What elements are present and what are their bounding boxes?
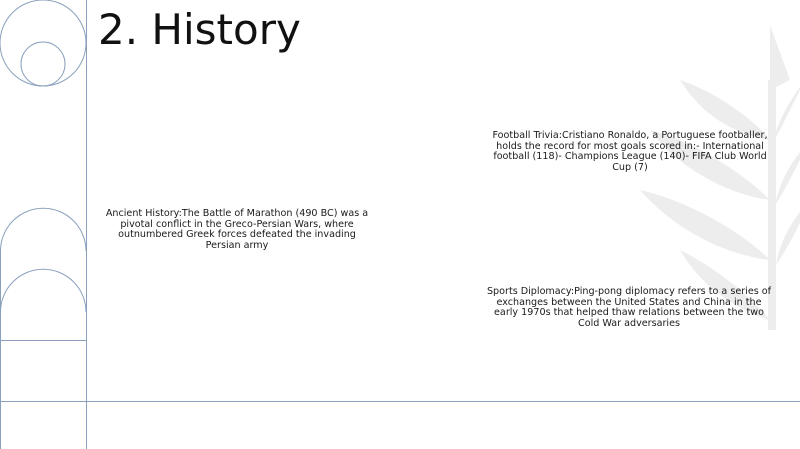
leaf-watermark [620, 20, 800, 330]
inner-arch [1, 269, 87, 449]
inner-circle [21, 42, 65, 86]
football-trivia-note: Football Trivia:Cristiano Ronaldo, a Portuguese footballer, holds the record for most goals scored in:- International football (118)- Champions League (140)- FIFA Club World Cup (7) [492, 130, 768, 173]
sports-diplomacy-note: Sports Diplomacy:Ping-pong diplomacy refers to a series of exchanges between the United States and China in the early 1970s that helped thaw relations between the two Cold War adversaries [486, 286, 772, 329]
ancient-history-note: Ancient History:The Battle of Marathon (490 BC) was a pivotal conflict in the Greco-Persian Wars, where outnumbered Greek forces defeated the invading Persian army [105, 208, 369, 251]
outer-arch [1, 208, 87, 449]
slide-title: 2. History [98, 5, 301, 54]
outer-circle [0, 0, 86, 86]
